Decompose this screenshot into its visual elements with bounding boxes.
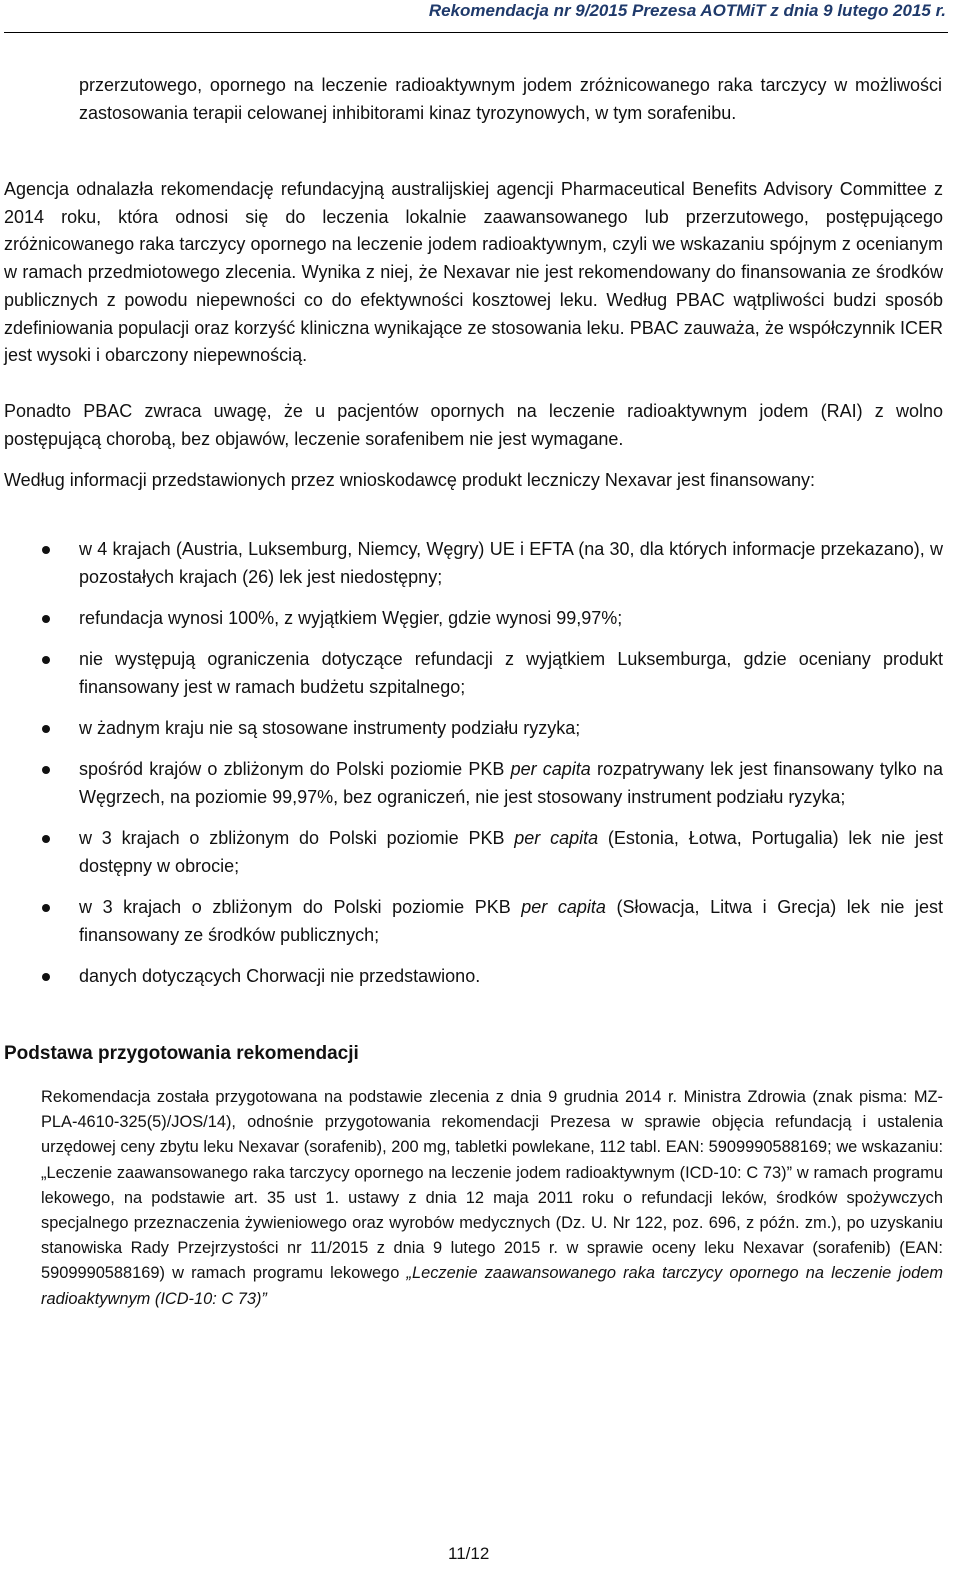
list-item-emphasis: per capita	[521, 897, 606, 918]
bullet-icon	[42, 835, 50, 843]
bullet-icon	[42, 656, 50, 664]
list-item-text: w żadnym kraju nie są stosowane instrumenty podziału ryzyka;	[79, 718, 581, 739]
list-item-text: w 4 krajach (Austria, Luksemburg, Niemcy, Węgry) UE i EFTA (na 30, dla których informacje przekazano), w pozostałych krajach (26) lek jest niedostępny;	[79, 539, 943, 587]
pbac-paragraph: Ponadto PBAC zwraca uwagę, że u pacjentów opornych na leczenie radioaktywnym jodem (RAI) z wolno postępującą chorobą, bez objawów, leczenie sorafenibem nie jest wymagane.	[4, 401, 943, 449]
basis-text: w ramach programu lekowego, na podstawie art. 35 ust 1. ustawy z dnia 12 maja 2011 roku o refundacji leków, środków spożywczych specjalnego przeznaczenia żywieniowego oraz wyrobów medycznych (Dz. U. Nr 122, poz. 696, z późn. zm.), po uzyskaniu stanowiska Rady Przejrzystości nr 11/2015 z dnia 9 lutego 2015 r. w sprawie oceny leku Nexavar (sorafenib) (EAN: 5909990588169) w ramach programu lekowego	[41, 1163, 943, 1283]
header-divider	[4, 32, 948, 33]
list-item	[0, 894, 943, 949]
list-item-text: refundacja wynosi 100%, z wyjątkiem Węgier, gdzie wynosi 99,97%;	[79, 607, 623, 628]
bullet-icon	[42, 766, 50, 774]
list-item	[0, 605, 943, 633]
basis-text-emphasis: „Leczenie zaawansowanego raka tarczycy opornego na leczenie jodem radioaktywnym (ICD-10: C 73)”	[41, 1264, 943, 1308]
financing-intro-paragraph: Według informacji przedstawionych przez wnioskodawcę produkt leczniczy Nexavar jest finansowany:	[4, 470, 816, 490]
list-item-text: rozpatrywany lek jest finansowany tylko na Węgrzech, na poziomie 99,97%, bez ograniczeń, nie jest stosowany instrument podziału ryzyka;	[79, 759, 943, 807]
running-header: Rekomendacja nr 9/2015 Prezesa AOTMiT z dnia 9 lutego 2015 r.	[428, 1, 946, 20]
list-item	[0, 536, 943, 591]
basis-text: Rekomendacja została przygotowana na podstawie zlecenia z dnia 9 grudnia 2014 r. Ministra Zdrowia (znak pisma: MZ-PLA-4610-325(5)/JOS/14), odnośnie przygotowania rekomendacji Prezesa w sprawie objęcia refundacją i ustalenia urzędowej ceny zbytu leku Nexavar (sorafenib), 200 mg, tabletki powlekane, 112 tabl. EAN: 5909990588169; we wskazaniu: „Leczenie zaawansowanego raka tarczycy opornego na leczenie jodem radioaktywnym (ICD-10: C 73)”	[41, 1088, 943, 1182]
bullet-icon	[42, 615, 50, 623]
list-item	[0, 963, 943, 991]
bullet-icon	[42, 904, 50, 912]
bullet-icon	[42, 546, 50, 554]
page-number: 11/12	[448, 1544, 490, 1563]
list-item-text: (Estonia, Łotwa, Portugalia) lek nie jest dostępny w obrocie;	[79, 828, 943, 876]
list-item-text: (Słowacja, Litwa i Grecja) lek nie jest finansowany ze środków publicznych;	[79, 897, 943, 945]
list-item-text: nie występują ograniczenia dotyczące refundacji z wyjątkiem Luksemburga, gdzie oceniany produkt finansowany jest w ramach budżetu szpitalnego;	[79, 649, 943, 697]
intro-paragraph: przerzutowego, opornego na leczenie radioaktywnym jodem zróżnicowanego raka tarczycy w możliwości zastosowania terapii celowanej inhibitorami kinaz tyrozynowych, w tym sorafenibu.	[79, 75, 942, 123]
list-item-text: danych dotyczących Chorwacji nie przedstawiono.	[79, 965, 481, 986]
list-item	[0, 715, 943, 743]
bullet-icon	[42, 725, 50, 733]
list-item	[0, 646, 943, 701]
list-item-emphasis: per capita	[514, 828, 599, 849]
list-item-text: w 3 krajach o zbliżonym do Polski poziomie PKB	[79, 828, 515, 849]
bullet-icon	[42, 973, 50, 981]
agency-paragraph: Agencja odnalazła rekomendację refundacyjną australijskiej agencji Pharmaceutical Benefits Advisory Committee z 2014 roku, która odnosi się do leczenia lokalnie zaawansowanego lub przerzutowego, postępującego zróżnicowanego raka tarczycy opornego na leczenie jodem radioaktywnym, czyli we wskazaniu spójnym z ocenianym w ramach przedmiotowego zlecenia. Wynika z niej, że Nexavar nie jest rekomendowany do finansowania ze środków publicznych z powodu niepewności co do efektywności kosztowej leku. Według PBAC wątpliwości budzi sposób zdefiniowania populacji oraz korzyść kliniczna wynikające ze stosowania leku. PBAC zauważa, że współczynnik ICER jest wysoki i obarczony niepewnością.	[4, 179, 943, 366]
list-item-emphasis: per capita	[510, 759, 591, 780]
list-item	[0, 756, 943, 811]
list-item-text: spośród krajów o zbliżonym do Polski poziomie PKB	[79, 759, 511, 780]
list-item	[0, 825, 943, 880]
financing-list	[0, 536, 943, 1004]
section-heading: Podstawa przygotowania rekomendacji	[4, 1043, 359, 1064]
basis-paragraph	[41, 1085, 943, 1312]
list-item-text: w 3 krajach o zbliżonym do Polski poziomie PKB	[79, 897, 522, 918]
